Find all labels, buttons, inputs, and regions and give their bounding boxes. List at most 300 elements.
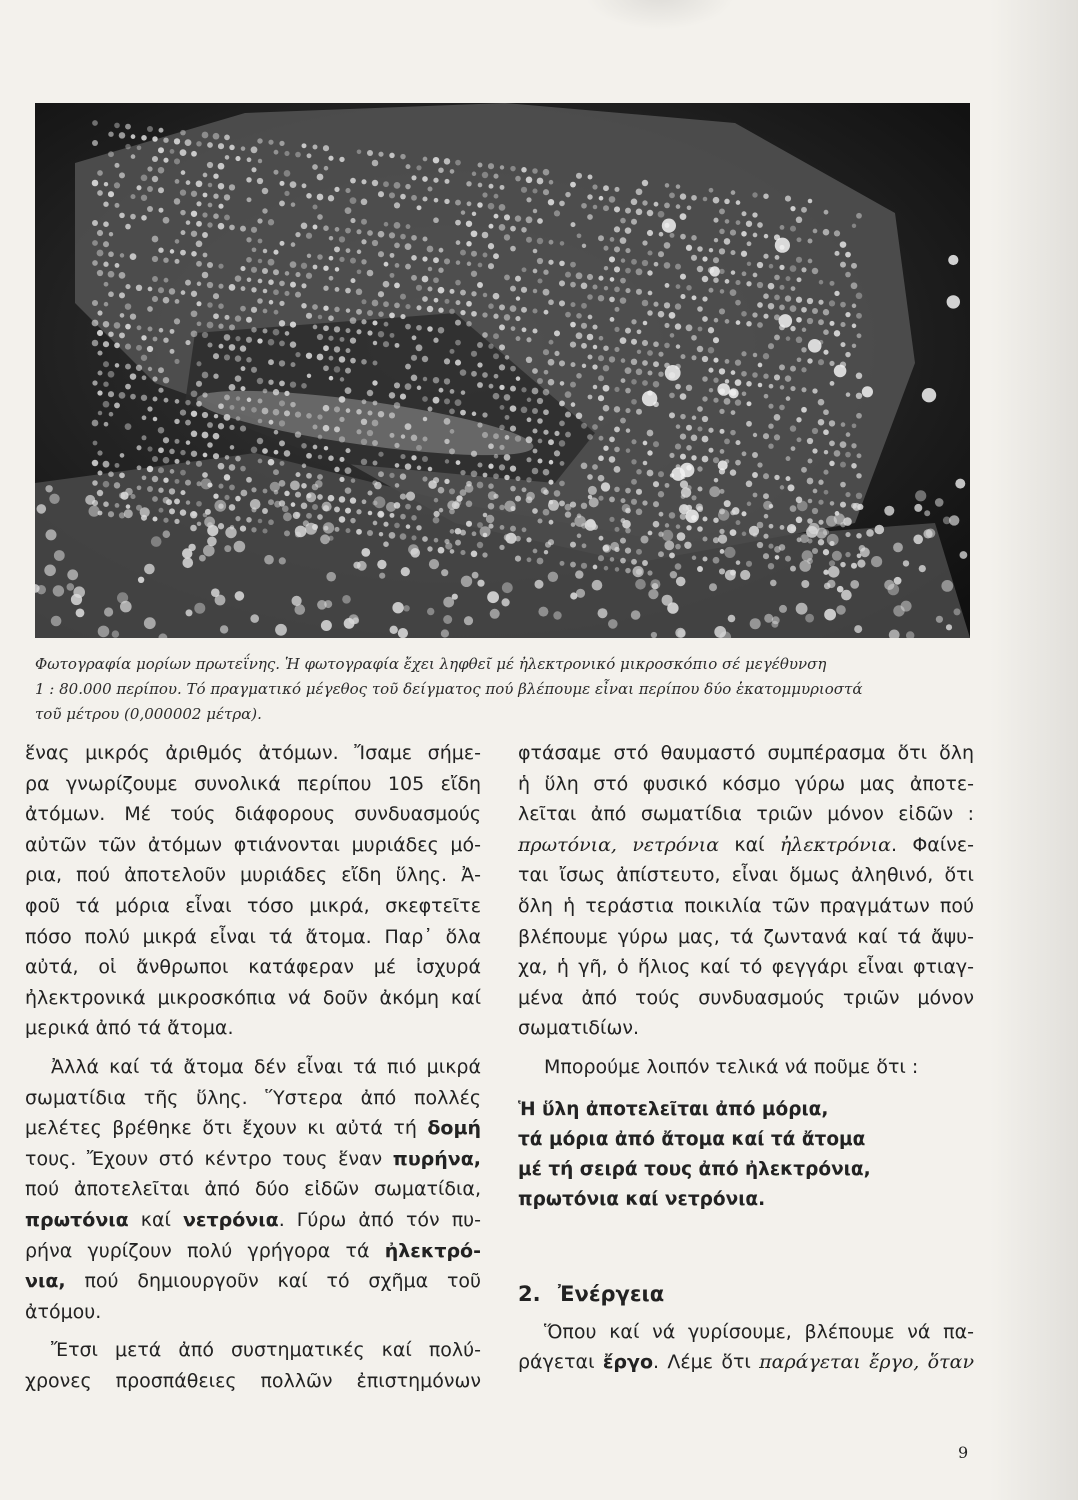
lattice-dot	[103, 221, 109, 227]
lattice-dot	[686, 385, 692, 391]
lattice-dot	[450, 529, 455, 534]
lattice-dot	[697, 566, 703, 572]
lattice-dot	[268, 359, 274, 365]
particle-dot	[211, 588, 220, 597]
isolated-particle	[775, 238, 790, 253]
lattice-dot	[394, 303, 400, 309]
lattice-dot	[560, 241, 565, 246]
lattice-dot	[142, 375, 147, 380]
lattice-dot	[702, 416, 708, 422]
lattice-dot	[229, 384, 236, 391]
lattice-dot	[768, 303, 775, 310]
lattice-dot	[735, 460, 741, 466]
particle-dot	[903, 560, 909, 566]
lattice-dot	[345, 228, 351, 234]
lattice-dot	[747, 262, 751, 266]
lattice-dot	[653, 302, 658, 307]
text-line: ρα γνωρίζουμε συνολικά περίπου 105 εἴδη	[25, 772, 481, 795]
text-line: μένα ἀπό τούς συνδυασμούς τριῶν μόνον	[518, 986, 974, 1009]
particle-dot	[779, 605, 787, 613]
particle-dot	[893, 543, 903, 553]
particle-dot	[601, 482, 610, 491]
lattice-dot	[610, 317, 615, 322]
particle-dot	[144, 564, 155, 575]
section-title: Ἐνέργεια	[557, 1281, 665, 1306]
lattice-dot	[339, 516, 346, 523]
lattice-dot	[218, 303, 224, 309]
particle-dot	[718, 534, 727, 543]
lattice-dot	[196, 261, 202, 267]
lattice-dot	[658, 371, 663, 376]
lattice-dot	[702, 296, 707, 301]
lattice-dot	[137, 485, 142, 490]
lattice-dot	[730, 529, 737, 536]
lattice-dot	[241, 366, 246, 371]
lattice-dot	[274, 450, 279, 455]
lattice-dot	[334, 326, 340, 332]
particle-dot	[684, 542, 691, 549]
lattice-dot	[317, 174, 324, 181]
lattice-dot	[581, 343, 587, 349]
lattice-dot	[141, 395, 147, 401]
particle-dot	[941, 580, 953, 592]
lattice-dot	[229, 225, 235, 231]
lattice-dot	[186, 500, 190, 504]
lattice-dot	[251, 527, 256, 532]
lattice-dot	[235, 156, 240, 161]
lattice-dot	[730, 430, 736, 436]
summary-line: πρωτόνια καί νετρόνια.	[518, 1188, 766, 1210]
lattice-dot	[268, 499, 274, 505]
lattice-dot	[702, 376, 708, 382]
lattice-dot	[175, 239, 180, 244]
lattice-dot	[235, 456, 241, 462]
lattice-dot	[218, 484, 223, 489]
lattice-dot	[444, 398, 450, 404]
lattice-dot	[175, 439, 180, 444]
text-line: Ἔτσι μετά ἀπό συστηματικές καί πολύ-	[51, 1339, 481, 1362]
lattice-dot	[455, 399, 462, 406]
lattice-dot	[626, 428, 630, 432]
lattice-dot	[489, 184, 494, 189]
lattice-dot	[614, 226, 620, 232]
lattice-dot	[768, 404, 773, 409]
lattice-dot	[411, 455, 416, 460]
lattice-dot	[599, 536, 604, 541]
lattice-dot	[240, 226, 246, 232]
lattice-dot	[664, 242, 671, 249]
particle-dot	[797, 501, 808, 512]
particle-dot	[884, 506, 894, 516]
lattice-dot	[559, 261, 565, 267]
lattice-dot	[548, 359, 555, 366]
lattice-dot	[274, 150, 279, 155]
lattice-dot	[306, 273, 312, 279]
lattice-dot	[829, 300, 835, 306]
lattice-dot	[653, 521, 660, 528]
lattice-dot	[697, 246, 703, 252]
lattice-dot	[824, 490, 829, 495]
isolated-particle	[686, 510, 699, 523]
lattice-dot	[680, 294, 685, 299]
lattice-dot	[730, 289, 737, 296]
lattice-dot	[345, 467, 352, 474]
particle-dot	[428, 480, 437, 489]
lattice-dot	[92, 180, 99, 187]
lattice-dot	[323, 265, 328, 270]
lattice-dot	[499, 364, 505, 370]
lattice-dot	[559, 360, 565, 366]
lattice-dot	[147, 126, 153, 132]
lattice-dot	[181, 170, 186, 175]
lattice-dot	[533, 289, 538, 294]
lattice-dot	[235, 496, 241, 502]
text-line: Ἀλλά καί τά ἄτομα δέν εἶναι τά πιό μικρά	[51, 1055, 481, 1078]
lattice-dot	[735, 280, 740, 285]
lattice-dot	[241, 286, 246, 291]
lattice-dot	[180, 450, 185, 455]
lattice-dot	[339, 477, 344, 482]
lattice-dot	[339, 157, 344, 162]
lattice-dot	[252, 247, 257, 252]
lattice-dot	[175, 299, 180, 304]
text-line: ἠλεκτρονικά μικροσκόπια νά δοῦν ἀκόμη καί	[25, 986, 481, 1009]
particle-dot	[120, 492, 128, 500]
lattice-dot	[786, 476, 791, 481]
lattice-dot	[725, 379, 730, 384]
lattice-dot	[648, 531, 653, 536]
lattice-dot	[202, 132, 209, 139]
lattice-dot	[104, 422, 109, 427]
lattice-dot	[537, 218, 543, 224]
lattice-dot	[295, 472, 300, 477]
lattice-dot	[350, 358, 356, 364]
lattice-dot	[719, 248, 725, 254]
lattice-dot	[851, 463, 857, 469]
lattice-dot	[460, 290, 466, 296]
lattice-dot	[494, 374, 499, 379]
lattice-dot	[141, 215, 147, 221]
lattice-dot	[691, 355, 696, 360]
lattice-dot	[466, 501, 473, 508]
lattice-dot	[422, 296, 428, 302]
lattice-dot	[400, 294, 406, 300]
particle-dot	[662, 530, 673, 541]
lattice-dot	[218, 264, 223, 269]
lattice-dot	[511, 326, 516, 331]
lattice-dot	[196, 501, 202, 507]
isolated-particle	[665, 365, 681, 381]
lattice-dot	[119, 213, 125, 219]
lattice-dot	[515, 176, 521, 182]
lattice-dot	[229, 184, 235, 190]
lattice-dot	[405, 504, 411, 510]
lattice-dot	[329, 356, 334, 361]
lattice-dot	[246, 357, 252, 363]
lattice-dot	[334, 467, 339, 472]
lattice-dot	[202, 432, 209, 439]
particle-dot	[724, 547, 735, 558]
lattice-dot	[813, 229, 818, 234]
lattice-dot	[625, 547, 631, 553]
particle-dot	[390, 626, 398, 634]
lattice-dot	[504, 214, 510, 220]
lattice-dot	[505, 415, 510, 420]
lattice-dot	[279, 341, 285, 347]
lattice-dot	[329, 256, 334, 261]
text-line	[25, 1236, 481, 1267]
particle-dot	[859, 545, 866, 552]
lattice-dot	[736, 520, 741, 525]
lattice-dot	[581, 423, 587, 429]
lattice-dot	[521, 406, 528, 413]
lattice-dot	[290, 261, 297, 268]
lattice-dot	[532, 168, 538, 174]
lattice-dot	[488, 243, 494, 249]
lattice-dot	[499, 344, 505, 350]
lattice-dot	[131, 154, 136, 159]
lattice-dot	[570, 382, 576, 388]
lattice-dot	[279, 320, 285, 326]
lattice-dot	[691, 435, 698, 442]
lattice-dot	[158, 447, 164, 453]
particle-dot	[608, 619, 618, 629]
lattice-dot	[350, 317, 357, 324]
lattice-dot	[466, 301, 472, 307]
particle-dot	[342, 595, 351, 604]
particle-dot	[924, 510, 930, 516]
lattice-dot	[196, 381, 202, 387]
lattice-dot	[224, 495, 229, 500]
lattice-dot	[621, 498, 626, 503]
lattice-dot	[763, 193, 768, 198]
lattice-dot	[598, 276, 603, 281]
lattice-dot	[119, 132, 126, 139]
lattice-dot	[807, 358, 812, 363]
lattice-dot	[114, 402, 120, 408]
lattice-dot	[493, 314, 498, 319]
particle-dot	[871, 556, 882, 567]
lattice-dot	[339, 496, 346, 503]
lattice-dot	[104, 302, 109, 307]
lattice-dot	[367, 490, 372, 495]
particle-dot	[190, 525, 197, 532]
lattice-dot	[790, 305, 797, 312]
lattice-dot	[158, 487, 163, 492]
lattice-dot	[565, 192, 570, 197]
lattice-dot	[251, 327, 257, 333]
lattice-dot	[631, 499, 637, 505]
lattice-dot	[202, 212, 207, 217]
lattice-dot	[257, 438, 263, 444]
lattice-dot	[279, 281, 285, 287]
lattice-dot	[218, 163, 225, 170]
lattice-dot	[191, 451, 197, 457]
lattice-dot	[488, 263, 494, 269]
lattice-dot	[680, 433, 686, 439]
lattice-dot	[103, 321, 110, 328]
lattice-dot	[642, 560, 648, 566]
lattice-dot	[544, 370, 549, 375]
lattice-dot	[405, 184, 410, 189]
lattice-dot	[460, 250, 466, 256]
lattice-dot	[306, 353, 312, 359]
lattice-dot	[780, 225, 785, 230]
particle-dot	[465, 484, 474, 493]
lattice-dot	[538, 439, 543, 444]
lattice-dot	[257, 218, 262, 223]
lattice-dot	[659, 232, 664, 237]
lattice-dot	[774, 434, 780, 440]
lattice-dot	[313, 265, 318, 270]
lattice-dot	[818, 399, 825, 406]
lattice-dot	[790, 265, 797, 272]
lattice-dot	[262, 268, 268, 274]
summary-statement	[518, 1095, 974, 1215]
lattice-dot	[702, 396, 707, 401]
lattice-dot	[500, 185, 505, 190]
particle-dot	[225, 527, 236, 538]
lattice-dot	[670, 333, 675, 338]
lattice-dot	[197, 522, 201, 526]
lattice-dot	[757, 282, 763, 288]
lattice-dot	[753, 353, 758, 358]
particle-dot	[138, 577, 144, 583]
lattice-dot	[692, 556, 696, 560]
lattice-dot	[731, 190, 736, 195]
lattice-dot	[559, 481, 565, 487]
lattice-dot	[565, 511, 571, 517]
lattice-dot	[796, 217, 802, 223]
lattice-dot	[604, 266, 608, 270]
lattice-dot	[350, 197, 357, 204]
text-line: πού ἀποτελεῖται ἀπό δύο εἰδῶν σωματίδια,	[25, 1178, 481, 1201]
lattice-dot	[345, 508, 351, 514]
lattice-dot	[797, 357, 802, 362]
lattice-dot	[544, 550, 548, 554]
lattice-dot	[235, 375, 242, 382]
particle-dot	[598, 608, 608, 618]
lattice-dot	[449, 409, 455, 415]
lattice-dot	[455, 340, 461, 346]
lattice-dot	[779, 285, 784, 290]
lattice-dot	[240, 306, 246, 312]
particle-dot	[506, 533, 517, 544]
particle-dot	[190, 511, 197, 518]
lattice-dot	[713, 557, 720, 564]
particle-dot	[151, 536, 162, 547]
text-run: ρήνα γυρίζουν πολύ γρήγορα τά	[25, 1239, 385, 1262]
lattice-dot	[196, 240, 203, 247]
lattice-dot	[702, 356, 708, 362]
lattice-dot	[130, 313, 136, 319]
lattice-dot	[482, 172, 488, 178]
text-run: καί	[128, 1208, 183, 1231]
lattice-dot	[834, 291, 839, 296]
lattice-dot	[395, 263, 400, 268]
lattice-dot	[103, 361, 109, 367]
lattice-dot	[599, 436, 604, 441]
lattice-dot	[268, 219, 274, 225]
lattice-dot	[395, 463, 400, 468]
lattice-dot	[174, 498, 180, 504]
lattice-dot	[152, 236, 159, 243]
lattice-dot	[263, 329, 268, 334]
particle-dot	[234, 541, 246, 553]
lattice-dot	[499, 545, 504, 550]
lattice-dot	[422, 356, 428, 362]
lattice-dot	[599, 196, 604, 201]
lattice-dot	[769, 264, 774, 269]
lattice-dot	[665, 523, 669, 527]
lattice-dot	[235, 315, 241, 321]
lattice-dot	[345, 487, 352, 494]
lattice-dot	[422, 196, 427, 201]
isolated-particle	[922, 388, 936, 402]
lattice-dot	[653, 361, 659, 367]
lattice-dot	[411, 175, 416, 180]
lattice-dot	[614, 206, 620, 212]
lattice-dot	[130, 194, 135, 199]
lattice-dot	[533, 209, 537, 213]
lattice-dot	[791, 286, 796, 291]
lattice-dot	[559, 500, 565, 506]
lattice-dot	[620, 418, 626, 424]
particle-dot	[321, 620, 332, 631]
lattice-dot	[120, 313, 125, 318]
lattice-dot	[323, 325, 329, 331]
lattice-dot	[317, 254, 323, 260]
lattice-dot	[647, 250, 652, 255]
particle-dot	[548, 500, 559, 511]
lattice-dot	[185, 420, 191, 426]
lattice-dot	[493, 473, 499, 479]
lattice-dot	[224, 214, 230, 220]
particle-dot	[406, 492, 415, 501]
lattice-dot	[483, 253, 488, 258]
lattice-dot	[758, 383, 763, 388]
lattice-dot	[158, 147, 164, 153]
particle-dot	[144, 617, 156, 629]
lattice-dot	[317, 514, 323, 520]
lattice-dot	[588, 395, 593, 400]
particle-dot	[834, 513, 845, 524]
particle-dot	[295, 604, 306, 615]
lattice-dot	[389, 192, 395, 198]
lattice-dot	[383, 301, 389, 307]
lattice-dot	[191, 231, 197, 237]
lattice-dot	[301, 283, 306, 288]
lattice-dot	[477, 342, 483, 348]
lattice-dot	[587, 274, 593, 280]
lattice-dot	[554, 330, 560, 336]
lattice-dot	[614, 347, 619, 352]
lattice-dot	[218, 523, 224, 529]
text-run: καί	[719, 833, 780, 856]
lattice-dot	[152, 276, 158, 282]
lattice-dot	[108, 331, 113, 336]
lattice-dot	[471, 351, 477, 357]
lattice-dot	[625, 328, 631, 334]
lattice-dot	[383, 181, 389, 187]
lattice-dot	[323, 365, 329, 371]
lattice-dot	[571, 222, 576, 227]
lattice-dot	[570, 262, 576, 268]
lattice-dot	[664, 262, 671, 269]
lattice-dot	[251, 227, 257, 233]
lattice-dot	[532, 468, 539, 475]
lattice-dot	[389, 473, 394, 478]
